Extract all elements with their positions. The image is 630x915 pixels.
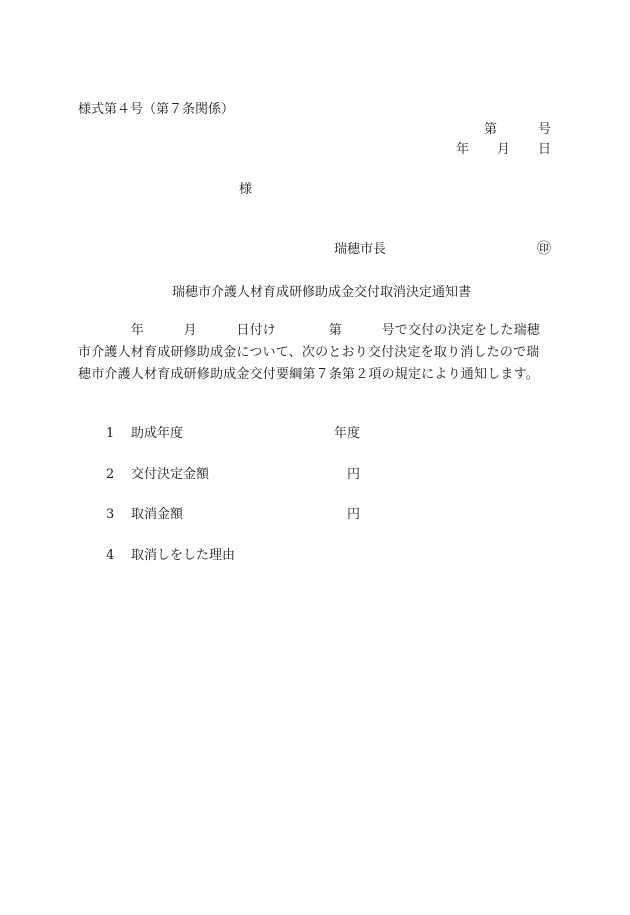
item-label: 取消しをした理由	[131, 548, 236, 563]
date-year: 年	[456, 142, 470, 157]
issuer-name: 瑞穂市長	[334, 242, 387, 257]
body-line-3: 穂市介護人材育成研修助成金交付要綱第７条第２項の規定により通知します。	[78, 367, 539, 382]
item-number: 2	[106, 467, 115, 482]
addressee-honorific: 様	[239, 182, 253, 197]
item-number: 3	[106, 507, 115, 522]
item-unit: 円	[347, 507, 361, 522]
body-line-1: 年 月 日付け 第 号で交付の決定をした瑞穂	[78, 323, 541, 338]
form-number: 様式第４号（第７条関係）	[78, 102, 235, 117]
item-unit: 円	[347, 467, 361, 482]
item-number: 1	[106, 426, 115, 441]
item-unit: 年度	[334, 426, 361, 441]
date-day: 日	[538, 142, 552, 157]
item-label: 取消金額	[131, 507, 184, 522]
item-label: 助成年度	[131, 426, 184, 441]
item-label: 交付決定金額	[131, 467, 210, 482]
doc-number-go: 号	[538, 122, 552, 137]
date-month: 月	[497, 142, 511, 157]
body-line-2: 市介護人材育成研修助成金について、次のとおり交付決定を取り消したので瑞	[78, 345, 540, 360]
item-number: 4	[106, 548, 115, 563]
seal-mark: ㊞	[537, 241, 551, 257]
document-title: 瑞穂市介護人材育成研修助成金交付取消決定通知書	[172, 285, 472, 300]
doc-number-dai: 第	[484, 122, 498, 137]
